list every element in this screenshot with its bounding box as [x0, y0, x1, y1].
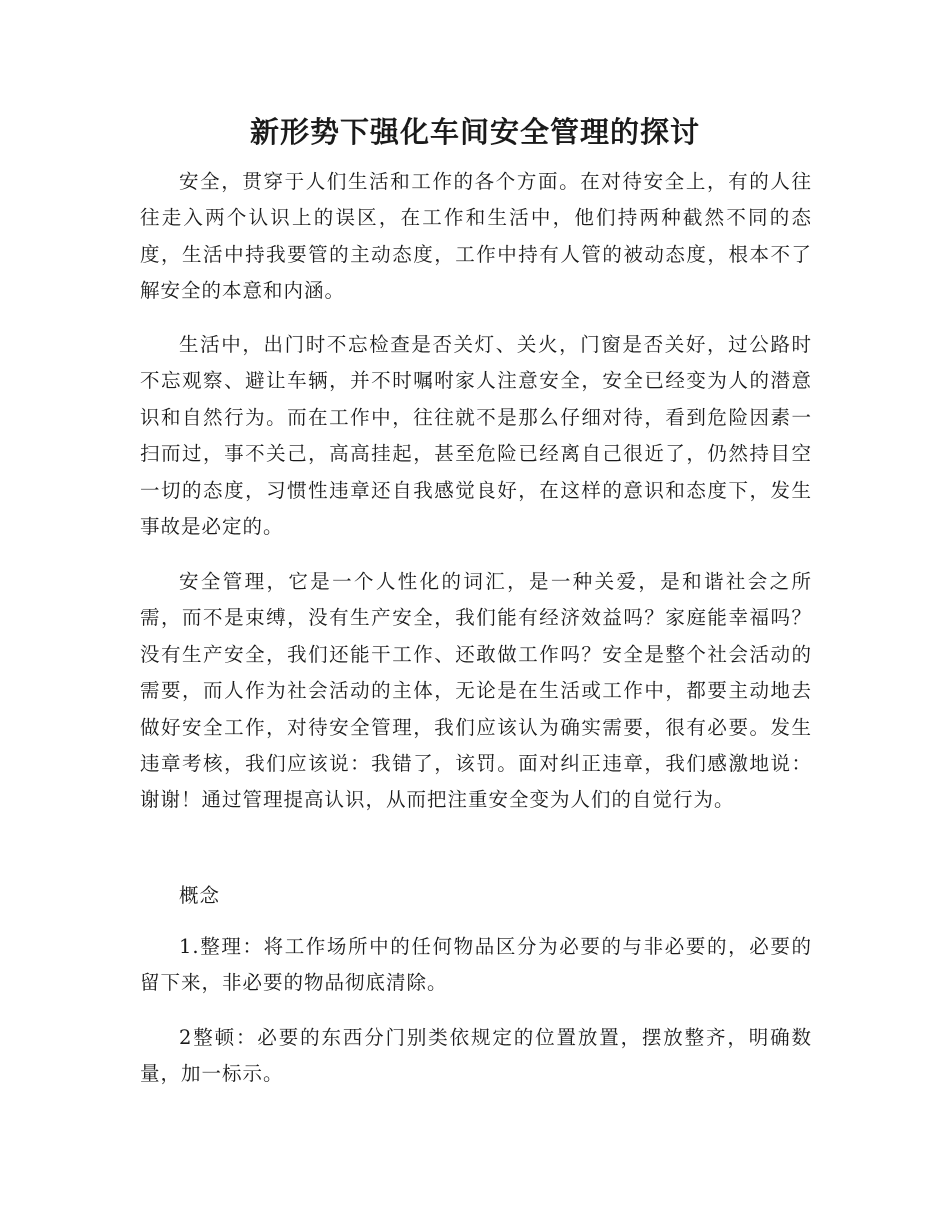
paragraph-safety-intro: 安全，贯穿于人们生活和工作的各个方面。在对待安全上，有的人往往走入两个认识上的误区，在工作和生活中，他们持两种截然不同的态度，生活中持我要管的主动态度，工作中持有人管的被动态度，根本不了解安全的本意和内涵。 — [140, 170, 812, 303]
document-title: 新形势下强化车间安全管理的探讨 — [249, 115, 700, 149]
paragraph-life-vs-work: 生活中，出门时不忘检查是否关灯、关火，门窗是否关好，过公路时不忘观察、避让车辆，并不时嘱咐家人注意安全，安全已经变为人的潜意识和自然行为。而在工作中，往往就不是那么仔细对待，看到危险因素一扫而过，事不关己，高高挂起，甚至危险已经离自己很近了，仍然持目空一切的态度，习惯性违章还自我感觉良好，在这样的意识和态度下，发生事故是必定的。 — [140, 333, 812, 539]
paragraph-safety-management: 安全管理，它是一个人性化的词汇，是一种关爱，是和谐社会之所需，而不是束缚，没有生产安全，我们能有经济效益吗？家庭能幸福吗？没有生产安全，我们还能干工作、还敢做工作吗？安全是整个社会活动的需要，而人作为社会活动的主体，无论是在生活或工作中，都要主动地去做好安全工作，对待安全管理，我们应该认为确实需要，很有必要。发生违章考核，我们应该说：我错了，该罚。面对纠正违章，我们感激地说：谢谢！通过管理提高认识，从而把注重安全变为人们的自觉行为。 — [140, 570, 812, 812]
list-item-sort: 1.整理：将工作场所中的任何物品区分为必要的与非必要的，必要的留下来，非必要的物品彻底清除。 — [140, 935, 812, 995]
section-heading-concept: 概念 — [179, 884, 221, 907]
list-item-set-in-order: 2整顿：必要的东西分门别类依规定的位置放置，摆放整齐，明确数量，加一标示。 — [140, 1026, 812, 1086]
